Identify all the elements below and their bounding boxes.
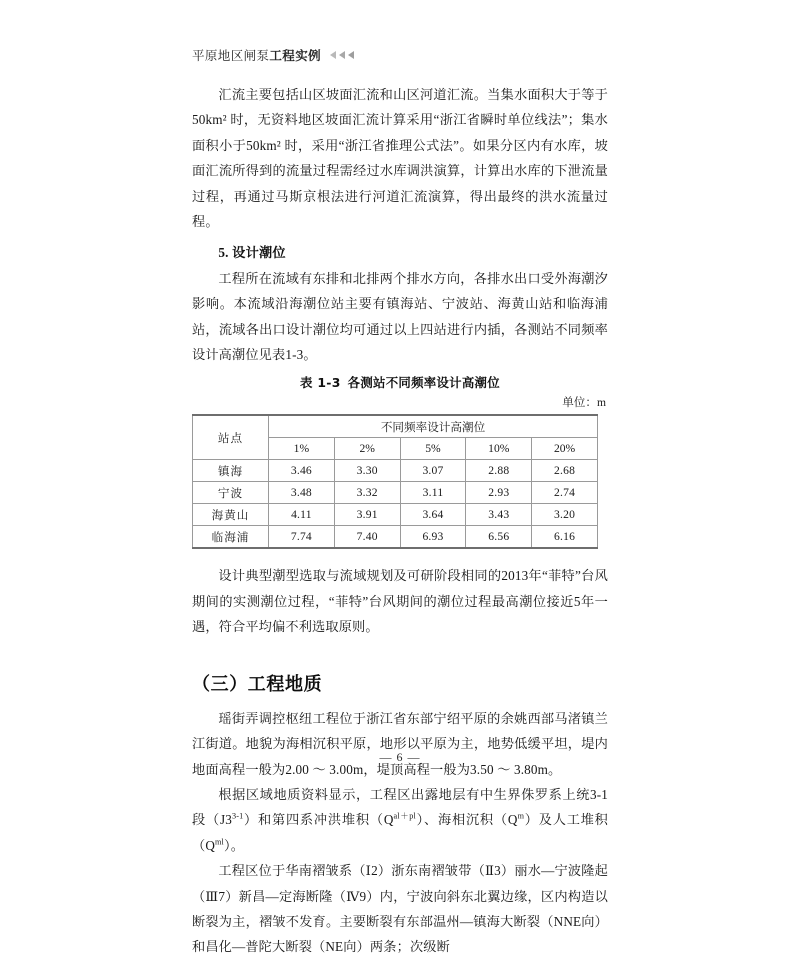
strata-text-5: ）。: [223, 837, 245, 853]
table-cell-value: 3.48: [269, 482, 335, 504]
table-header-frequency: 2%: [334, 438, 400, 460]
triangle-left-icon: [330, 51, 336, 59]
page-number: — 6 —: [379, 750, 421, 764]
table-cell-value: 3.91: [334, 504, 400, 526]
table-header-row-group: [193, 415, 598, 438]
heading-design-tide-level: 5. 设计潮位: [218, 245, 286, 261]
table-cell-value: 2.68: [532, 460, 598, 482]
table-cell-value: 7.40: [334, 526, 400, 549]
table-row: [193, 482, 598, 504]
running-header: [192, 44, 612, 66]
strata-superscript-alpl: al＋pl: [393, 811, 416, 821]
table-caption: [192, 373, 608, 393]
table-cell-value: 3.07: [400, 460, 466, 482]
strata-text-2: ）和第四系冲洪堆积（Q: [243, 812, 394, 828]
table-cell-value: 3.30: [334, 460, 400, 482]
table-cell-value: 3.64: [400, 504, 466, 526]
paragraph-strata: [192, 782, 608, 858]
table-cell-value: 3.43: [466, 504, 532, 526]
table-header-frequency: 1%: [269, 438, 335, 460]
table-cell-value: 3.32: [334, 482, 400, 504]
table-header-frequency: 20%: [532, 438, 598, 460]
table-cell-site: 镇海: [193, 460, 269, 482]
table-header-frequency: 10%: [466, 438, 532, 460]
table-cell-value: 4.11: [269, 504, 335, 526]
heading-engineering-geology: （三）工程地质: [192, 673, 323, 695]
table-cell-value: 3.46: [269, 460, 335, 482]
table-row: [193, 526, 598, 549]
table-cell-value: 2.74: [532, 482, 598, 504]
triangle-left-icon: [348, 51, 354, 59]
table-cell-value: 2.88: [466, 460, 532, 482]
table-row: [193, 460, 598, 482]
table-cell-value: 3.20: [532, 504, 598, 526]
strata-text-1: 根据区域地质资料显示，工程区出露地层有中生界侏罗系上统3-1段（J3: [192, 786, 608, 828]
table-cell-value: 6.56: [466, 526, 532, 549]
page-body: [192, 82, 608, 960]
table-cell-value: 6.93: [400, 526, 466, 549]
strata-superscript-m: m: [517, 811, 525, 821]
strata-superscript-j3: 3-1: [232, 811, 244, 821]
table-cell-site: 宁波: [193, 482, 269, 504]
paragraph-tide-stations: 工程所在流域有东排和北排两个排水方向，各排水出口受外海潮汐影响。本流域沿海潮位站主要有镇海站、宁波站、海黄山站和临海浦站，流域各出口设计潮位均可通过以上四站进行内插，各测站不同频率设计高潮位见表1-3。: [192, 270, 608, 363]
triangle-left-icon-group: [330, 51, 354, 60]
paragraph-runoff-confluence: 汇流主要包括山区坡面汇流和山区河道汇流。当集水面积大于等于50km² 时，无资料地区坡面汇流计算采用“浙江省瞬时单位线法”；集水面积小于50km² 时，采用“浙江省推理公式法”。如果分区内有水库，坡面汇流所得到的流量过程需经过水库调洪演算，计算出水库的下泄流量过程，再通过马斯京根法进行河道汇流演算，得出最终的洪水流量过程。: [192, 87, 608, 230]
table-row: [193, 504, 598, 526]
table-cell-site: 临海浦: [193, 526, 269, 549]
table-cell-value: 7.74: [269, 526, 335, 549]
table-cell-value: 2.93: [466, 482, 532, 504]
running-header-title-light: 平原地区闸泵: [192, 49, 270, 63]
strata-superscript-ml: ml: [215, 837, 224, 847]
table-block-tide-levels: [192, 373, 608, 549]
strata-text-4: ）及人工堆积（Q: [192, 812, 608, 853]
table-cell-value: 3.11: [400, 482, 466, 504]
table-header-site: 站点: [193, 415, 269, 460]
running-header-title: [192, 46, 321, 64]
running-header-title-bold: 工程实例: [269, 49, 322, 63]
paragraph-tectonics: 工程区位于华南褶皱系（Ⅰ2）浙东南褶皱带（Ⅱ3）丽水—宁波隆起（Ⅲ7）新昌—定海断隆（Ⅳ9）内，宁波向斜东北翼边缘，区内构造以断裂为主，褶皱不发育。主要断裂有东部温州—镇海大断裂（NNE向）和昌化—普陀大断裂（NE向）两条；次级断: [192, 863, 608, 955]
table-cell-site: 海黄山: [193, 504, 269, 526]
strata-text-3: ）、海相沉积（Q: [415, 812, 518, 828]
table-caption-number: 表 1-3: [300, 375, 341, 391]
table-header-group: 不同频率设计高潮位: [269, 415, 598, 438]
table-tide-levels: [192, 414, 598, 549]
triangle-left-icon: [339, 51, 345, 59]
table-unit-label: 单位：m: [562, 396, 606, 410]
paragraph-geomorphology: 瑶街弄调控枢纽工程位于浙江省东部宁绍平原的余姚西部马渚镇兰江街道。地貌为海相沉积平原，地形以平原为主，地势低缓平坦，堤内地面高程一般为2.00 ～ 3.00m，堤顶高程一般为3.50 ～ 3.80m。: [192, 710, 608, 777]
table-cell-value: 6.16: [532, 526, 598, 549]
table-header-frequency: 5%: [400, 438, 466, 460]
paragraph-typhoon-fitow: 设计典型潮型选取与流域规划及可研阶段相同的2013年“菲特”台风期间的实测潮位过程，“菲特”台风期间的潮位过程最高潮位接近5年一遇，符合平均偏不利选取原则。: [192, 568, 608, 635]
table-caption-title: 各测站不同频率设计高潮位: [347, 375, 500, 391]
